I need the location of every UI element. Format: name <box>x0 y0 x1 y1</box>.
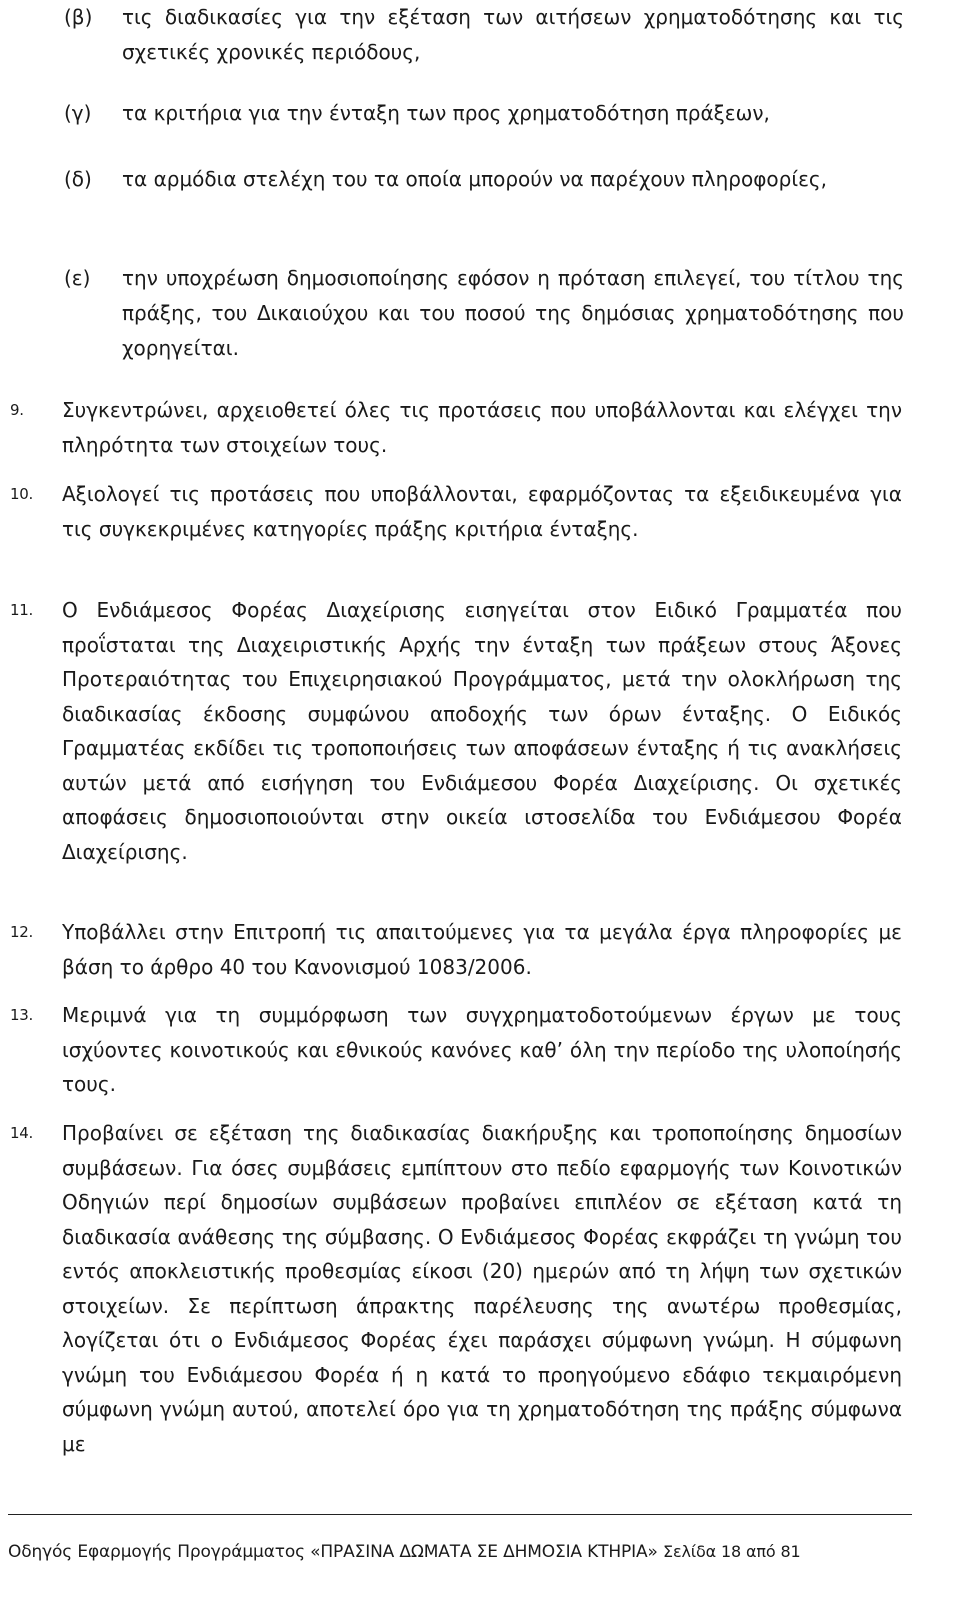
item-text: Μεριμνά για τη συμμόρφωση των συγχρηματοδοτούμενων έργων με τους ισχύοντες κοινοτικούς και εθνικούς κανόνες καθ’ όλη την περίοδο της υλοποίησής τους. <box>62 1003 902 1096</box>
sub-item-label: (δ) <box>64 167 92 191</box>
item-number: 14. <box>10 1124 33 1142</box>
footer-title: Οδηγός Εφαρμογής Προγράμματος «ΠΡΑΣΙΝΑ ΔΩΜΑΤΑ ΣΕ ΔΗΜΟΣΙΑ ΚΤΗΡΙΑ» <box>8 1542 658 1562</box>
sub-item-text: τα αρμόδια στελέχη του τα οποία μπορούν να παρέχουν πληροφορίες, <box>122 167 827 191</box>
item-number: 9. <box>10 401 24 419</box>
footer-divider <box>8 1514 912 1515</box>
list-item-9 <box>10 393 902 462</box>
item-number: 10. <box>10 485 33 503</box>
item-number: 13. <box>10 1006 33 1024</box>
item-text: Υποβάλλει στην Επιτροπή τις απαιτούμενες για τα μεγάλα έργα πληροφορίες με βάση το άρθρο 40 του Κανονισμού 1083/2006. <box>62 920 902 979</box>
page-footer <box>8 1542 918 1562</box>
item-text: Ο Ενδιάμεσος Φορέας Διαχείρισης εισηγείται στον Ειδικό Γραμματέα που προΐσταται της Διαχειριστικής Αρχής την ένταξη των πράξεων στους Άξονες Προτεραιότητας του Επιχειρησιακού Προγράμματος, μετά την ολοκλήρωση της διαδικασίας έκδοσης συμφώνου αποδοχής των όρων ένταξης. Ο Ειδικός Γραμματέας εκδίδει τις τροποποιήσεις των αποφάσεων ένταξης ή τις ανακλήσεις αυτών μετά από εισήγηση του Ενδιάμεσου Φορέα Διαχείρισης. Οι σχετικές αποφάσεις δημοσιοποιούνται στην οικεία ιστοσελίδα του Ενδιάμεσου Φορέα Διαχείρισης. <box>62 598 902 864</box>
item-number: 11. <box>10 601 33 619</box>
list-item-13 <box>10 998 902 1102</box>
list-item-11 <box>10 593 902 869</box>
sub-item-label: (ε) <box>64 266 91 290</box>
sub-item-b <box>64 0 904 70</box>
item-text: Προβαίνει σε εξέταση της διαδικασίας διακήρυξης και τροποποίησης δημοσίων συμβάσεων. Για όσες συμβάσεις εμπίπτουν στο πεδίο εφαρμογής των Κοινοτικών Οδηγιών περί δημοσίων συμβάσεων προβαίνει επιπλέον σε εξέταση κατά τη διαδικασία ανάθεσης της σύμβασης. Ο Ενδιάμεσος Φορέας εκφράζει τη γνώμη του εντός αποκλειστικής προθεσμίας είκοσι (20) ημερών από τη λήψη των σχετικών στοιχείων. Σε περίπτωση άπρακτης παρέλευσης της ανωτέρω προθεσμίας, λογίζεται ότι ο Ενδιάμεσος Φορέας έχει παράσχει σύμφωνη γνώμη. Η σύμφωνη γνώμη του Ενδιάμεσου Φορέα ή η κατά το προηγούμενο εδάφιο τεκμαιρόμενη σύμφωνη γνώμη αυτού, αποτελεί όρο για τη χρηματοδότηση της πράξης σύμφωνα με <box>62 1121 902 1456</box>
sub-item-text: τα κριτήρια για την ένταξη των προς χρηματοδότηση πράξεων, <box>122 101 770 125</box>
item-text: Συγκεντρώνει, αρχειοθετεί όλες τις προτάσεις που υποβάλλονται και ελέγχει την πληρότητα των στοιχείων τους. <box>62 398 902 457</box>
page-number: Σελίδα 18 από 81 <box>663 1542 801 1561</box>
list-item-12 <box>10 915 902 984</box>
list-item-14 <box>10 1116 902 1461</box>
sub-item-c <box>64 96 904 131</box>
sub-item-text: την υποχρέωση δημοσιοποίησης εφόσον η πρόταση επιλεγεί, του τίτλου της πράξης, του Δικαιούχου και του ποσού της δημόσιας χρηματοδότησης που χορηγείται. <box>122 266 904 360</box>
item-number: 12. <box>10 923 33 941</box>
sub-item-d <box>64 162 904 197</box>
list-item-10 <box>10 477 902 546</box>
sub-item-label: (γ) <box>64 101 92 125</box>
sub-item-e <box>64 261 904 366</box>
sub-item-label: (β) <box>64 5 93 29</box>
sub-item-text: τις διαδικασίες για την εξέταση των αιτήσεων χρηματοδότησης και τις σχετικές χρονικές περιόδους, <box>122 5 904 64</box>
item-text: Αξιολογεί τις προτάσεις που υποβάλλονται, εφαρμόζοντας τα εξειδικευμένα για τις συγκεκριμένες κατηγορίες πράξης κριτήρια ένταξης. <box>62 482 902 541</box>
